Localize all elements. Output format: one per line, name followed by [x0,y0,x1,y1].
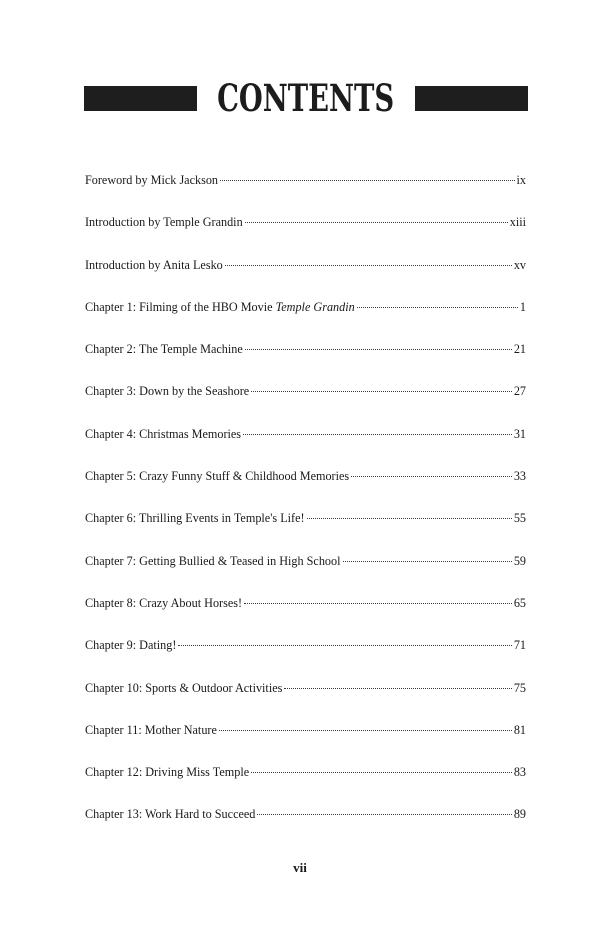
toc-entry-title [85,379,249,403]
toc-entry-title-text: Chapter 3: Down by the Seashore [85,384,250,399]
toc-entry[interactable] [85,802,526,844]
dot-leader [251,772,512,773]
page-title: CONTENTS [217,76,395,120]
toc-entry[interactable] [85,676,526,718]
dot-leader [251,391,512,392]
toc-entry[interactable] [85,168,526,210]
toc-entry-title [85,253,223,277]
toc-entry-page-number: 65 [513,595,526,610]
dot-leader [257,814,511,815]
toc-entry[interactable] [85,718,526,760]
page-number: vii [293,860,307,875]
toc-entry[interactable] [85,337,526,379]
toc-entry-title [85,676,282,700]
toc-entry-title-text: Chapter 5: Crazy Funny Stuff & Childhood Memories [85,469,350,484]
toc-entry-title-text: Chapter 10: Sports & Outdoor Activities [85,680,283,695]
dot-leader [351,476,512,477]
toc-entry[interactable] [85,591,526,633]
toc-entry-title-text: Introduction by Anita Lesko [85,257,223,272]
toc-entry[interactable] [85,210,526,252]
toc-entry-page-number: 31 [513,426,526,441]
toc-entry-title-italic: Temple Grandin [275,299,355,314]
toc-entry[interactable] [85,379,526,421]
toc-entry-page-number: 21 [513,342,526,357]
toc-entry-title-text: Chapter 11: Mother Nature [85,722,217,737]
toc-entry-title [85,295,355,319]
toc-entry-title [85,168,218,192]
toc-entry-page-number: 89 [513,807,526,822]
contents-heading-band [84,76,528,120]
toc-entry-page-number: 71 [513,638,526,653]
toc-entry-page-number: ix [516,173,526,187]
toc-entry-page-number: xv [513,257,526,272]
toc-entry-title-text: Chapter 9: Dating! [85,638,177,653]
toc-entry[interactable] [85,506,526,548]
toc-entry-title-text: Chapter 13: Work Hard to Succeed [85,807,256,822]
toc-entry-page-number: 59 [513,553,526,568]
toc-entry-title [85,591,242,615]
toc-entry-title [85,760,249,784]
toc-entry-title [85,802,255,826]
toc-entry-page-number: 83 [513,765,526,780]
toc-entry[interactable] [85,633,526,675]
dot-leader [219,730,512,731]
toc-entry-title [85,422,241,446]
left-title-bar [84,86,197,111]
toc-entry-title [85,549,341,573]
toc-entry[interactable] [85,760,526,802]
toc-entry-title-text: Introduction by Temple Grandin [85,215,243,230]
dot-leader [357,307,518,308]
dot-leader [225,265,512,266]
toc-entry-title [85,464,349,488]
toc-entry-page-number: 55 [513,511,526,526]
toc-entry-title-text: Chapter 2: The Temple Machine [85,342,243,357]
toc-entry-page-number: 75 [513,680,526,695]
toc-entry[interactable] [85,253,526,295]
dot-leader [178,645,511,646]
toc-entry-title-text: Chapter 6: Thrilling Events in Temple's Life! [85,511,305,526]
dot-leader [220,180,514,181]
toc-entry[interactable] [85,464,526,506]
toc-entry-title-text: Foreword by Mick Jackson [85,173,219,187]
dot-leader [243,434,512,435]
toc-entry-title [85,633,176,657]
toc-entry-title [85,210,243,234]
toc-entry-page-number: 33 [513,469,526,484]
toc-entry-page-number: 81 [513,722,526,737]
toc-entry-title-text: Chapter 1: Filming of the HBO Movie [85,299,276,314]
dot-leader [245,349,512,350]
toc-entry-title-text: Chapter 8: Crazy About Horses! [85,595,243,610]
dot-leader [244,603,512,604]
toc-entry-title [85,718,217,742]
right-title-bar [415,86,528,111]
toc-entry-title-text: Chapter 4: Christmas Memories [85,426,242,441]
toc-entry-page-number: 1 [519,299,526,314]
toc-entry-title [85,506,305,530]
toc-entry[interactable] [85,549,526,591]
dot-leader [245,222,508,223]
toc-entry-title-text: Chapter 7: Getting Bullied & Teased in High School [85,553,341,568]
dot-leader [307,518,512,519]
toc-entry-page-number: 27 [513,384,526,399]
toc-entry[interactable] [85,422,526,464]
toc-entry[interactable] [85,295,526,337]
dot-leader [284,688,511,689]
table-of-contents [85,168,526,845]
toc-entry-page-number: xiii [509,215,526,230]
dot-leader [343,561,512,562]
toc-entry-title [85,337,243,361]
toc-entry-title-text: Chapter 12: Driving Miss Temple [85,765,250,780]
